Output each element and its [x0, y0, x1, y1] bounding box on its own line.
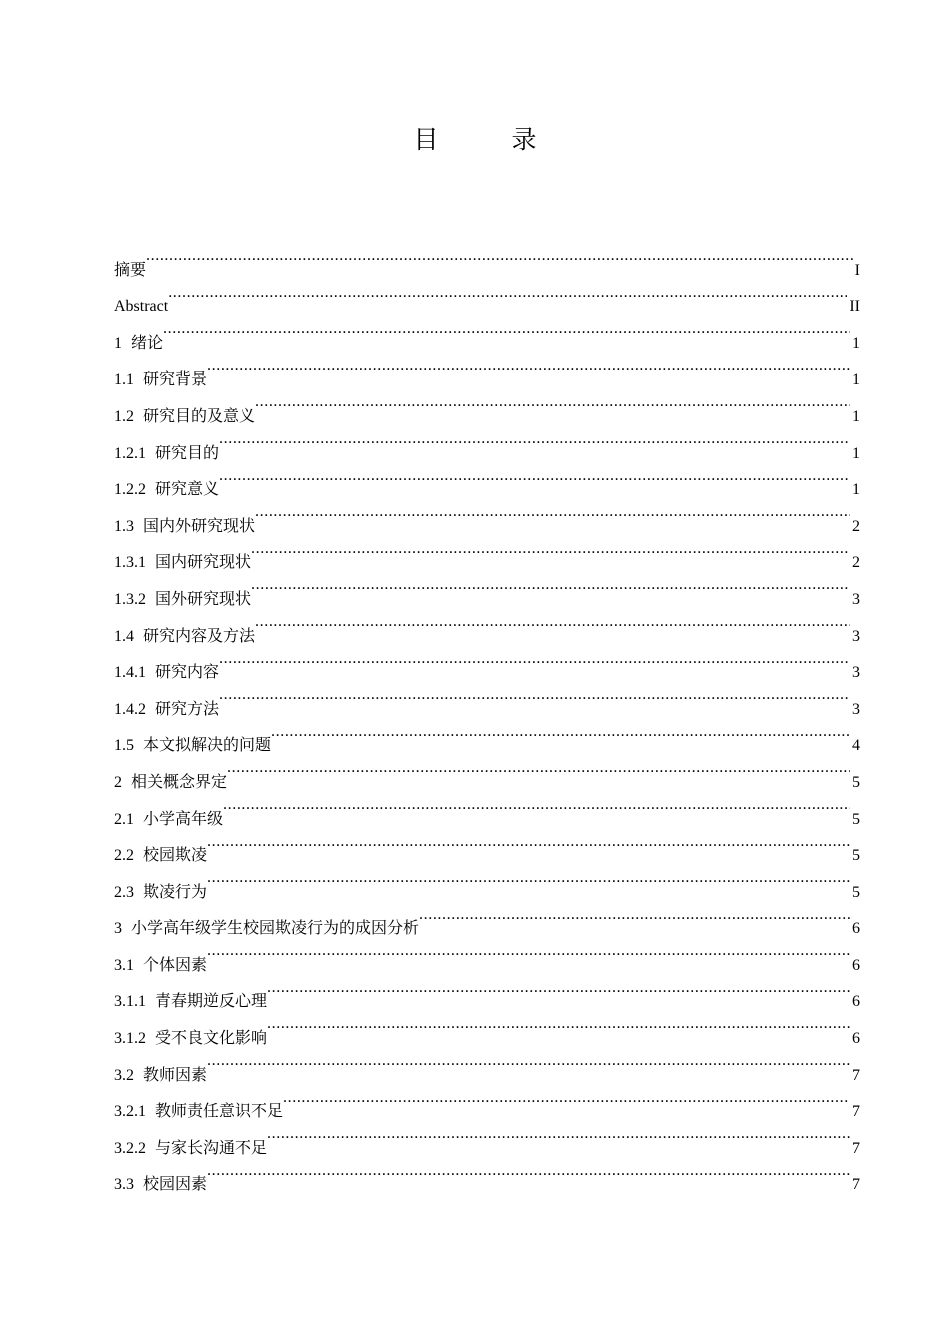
- toc-entry[interactable]: [114, 897, 860, 938]
- toc-entry-text: 研究目的: [155, 444, 220, 462]
- toc-list: [114, 238, 860, 1194]
- toc-entry-text: 研究内容: [155, 664, 220, 682]
- toc-entry-label: [114, 838, 207, 875]
- toc-dot-leader: [255, 384, 850, 421]
- toc-entry-number: 3.2.1: [114, 1103, 146, 1121]
- toc-entry-text: 教师责任意识不足: [155, 1103, 284, 1121]
- toc-entry-number: 3.1.1: [114, 993, 146, 1011]
- toc-entry-number: 1.2.1: [114, 444, 146, 462]
- toc-entry-text: 教师因素: [143, 1066, 208, 1084]
- toc-entry-label: [114, 1058, 207, 1095]
- toc-dot-leader: [207, 860, 850, 897]
- toc-entry-label: [114, 582, 251, 619]
- toc-entry-label: [114, 289, 168, 326]
- toc-dot-leader: [163, 311, 850, 348]
- toc-entry-page-number: I: [854, 261, 860, 279]
- toc-dot-leader: [219, 641, 850, 678]
- toc-entry-page-number: 7: [852, 1103, 860, 1121]
- toc-dot-leader: [146, 238, 853, 275]
- toc-entry[interactable]: [114, 275, 860, 316]
- toc-dot-leader: [419, 897, 850, 934]
- toc-entry-number: 3.1: [114, 956, 134, 974]
- toc-entry-number: 1.1: [114, 371, 134, 389]
- toc-entry-number: 1.3.2: [114, 590, 146, 608]
- toc-dot-leader: [283, 1080, 850, 1117]
- toc-entry-number: 3.1.2: [114, 1030, 146, 1048]
- toc-dot-leader: [207, 1153, 850, 1190]
- toc-entry-page-number: 7: [852, 1066, 860, 1084]
- toc-entry-number: 1.2.2: [114, 481, 146, 499]
- toc-entry-label: [114, 1167, 207, 1204]
- toc-entry[interactable]: [114, 348, 860, 389]
- toc-entry-page-number: 2: [852, 517, 860, 535]
- toc-entry-label: [114, 948, 207, 985]
- toc-entry[interactable]: [114, 787, 860, 828]
- toc-entry-page-number: 3: [852, 590, 860, 608]
- toc-entry-page-number: 5: [852, 810, 860, 828]
- toc-entry-number: 2.1: [114, 810, 134, 828]
- toc-entry-text: 欺凌行为: [143, 883, 208, 901]
- toc-entry-page-number: 4: [852, 737, 860, 755]
- toc-entry-page-number: 5: [852, 847, 860, 865]
- toc-entry-page-number: 2: [852, 554, 860, 572]
- toc-entry[interactable]: [114, 384, 860, 425]
- toc-entry-text: 本文拟解决的问题: [143, 737, 272, 755]
- toc-entry-number: 3: [114, 920, 122, 938]
- toc-entry[interactable]: [114, 824, 860, 865]
- toc-entry-text: 研究内容及方法: [143, 627, 256, 645]
- toc-entry-number: 3.2.2: [114, 1139, 146, 1157]
- toc-dot-leader: [267, 1116, 850, 1153]
- toc-entry-number: 1.4: [114, 627, 134, 645]
- toc-entry-text: 研究方法: [155, 700, 220, 718]
- toc-entry-text: 绪论: [131, 334, 164, 352]
- toc-entry-number: 2: [114, 773, 122, 791]
- toc-entry-text: 国外研究现状: [155, 590, 252, 608]
- toc-entry-number: 1.4.2: [114, 700, 146, 718]
- toc-dot-leader: [219, 421, 850, 458]
- toc-dot-leader: [207, 348, 850, 385]
- toc-entry-label: [114, 326, 163, 363]
- toc-entry[interactable]: [114, 1153, 860, 1194]
- toc-dot-leader: [255, 604, 850, 641]
- toc-entry-label: [114, 765, 227, 802]
- toc-entry-page-number: 6: [852, 993, 860, 1011]
- toc-entry-text: 个体因素: [143, 956, 208, 974]
- toc-entry-page-number: 1: [852, 334, 860, 352]
- toc-dot-leader: [251, 531, 850, 568]
- toc-entry[interactable]: [114, 714, 860, 755]
- toc-entry[interactable]: [114, 421, 860, 462]
- toc-entry-number: 1.4.1: [114, 664, 146, 682]
- toc-entry-number: 1: [114, 334, 122, 352]
- toc-dot-leader: [267, 970, 850, 1007]
- toc-entry-number: 3.3: [114, 1176, 134, 1194]
- toc-entry-page-number: 1: [852, 371, 860, 389]
- toc-entry-text: 摘要: [114, 261, 147, 279]
- toc-title: 目 录: [413, 125, 561, 154]
- toc-dot-leader: [223, 787, 850, 824]
- toc-dot-leader: [207, 1043, 850, 1080]
- toc-entry-number: 1.3: [114, 517, 134, 535]
- toc-dot-leader: [255, 494, 850, 531]
- toc-entry-page-number: 1: [852, 481, 860, 499]
- toc-entry-number: 2.2: [114, 847, 134, 865]
- toc-entry-label: [114, 362, 207, 399]
- toc-entry-number: 1.3.1: [114, 554, 146, 572]
- toc-dot-leader: [207, 933, 850, 970]
- toc-entry-page-number: 1: [852, 407, 860, 425]
- toc-entry-text: 与家长沟通不足: [155, 1139, 268, 1157]
- toc-entry[interactable]: [114, 860, 860, 901]
- toc-entry[interactable]: [114, 458, 860, 499]
- toc-entry-label: [114, 509, 255, 546]
- toc-entry-page-number: 7: [852, 1176, 860, 1194]
- toc-entry-page-number: 5: [852, 883, 860, 901]
- toc-entry-label: [114, 1094, 283, 1131]
- toc-entry-label: [114, 692, 219, 729]
- toc-dot-leader: [207, 824, 850, 861]
- toc-dot-leader: [227, 750, 850, 787]
- toc-entry[interactable]: [114, 1043, 860, 1084]
- toc-entry-text: 研究背景: [143, 371, 208, 389]
- toc-entry-label: [114, 875, 207, 912]
- toc-entry-text: 校园欺凌: [143, 847, 208, 865]
- toc-entry-label: [114, 545, 251, 582]
- toc-entry-label: [114, 253, 146, 290]
- toc-entry-text: 校园因素: [143, 1176, 208, 1194]
- toc-entry-number: 1.2: [114, 407, 134, 425]
- toc-entry-text: 小学高年级: [143, 810, 224, 828]
- toc-dot-leader: [219, 458, 850, 495]
- toc-entry-label: [114, 984, 267, 1021]
- toc-entry-number: 2.3: [114, 883, 134, 901]
- toc-entry-page-number: II: [849, 298, 860, 316]
- toc-entry-page-number: 3: [852, 627, 860, 645]
- toc-entry[interactable]: [114, 1080, 860, 1121]
- toc-entry-number: 3.2: [114, 1066, 134, 1084]
- toc-entry[interactable]: [114, 677, 860, 718]
- toc-entry-label: [114, 655, 219, 692]
- toc-entry[interactable]: [114, 238, 860, 279]
- toc-entry-text: 研究意义: [155, 481, 220, 499]
- toc-entry-label: [114, 436, 219, 473]
- toc-dot-leader: [251, 567, 850, 604]
- toc-entry[interactable]: [114, 970, 860, 1011]
- toc-entry[interactable]: [114, 494, 860, 535]
- toc-entry-text: 研究目的及意义: [143, 407, 256, 425]
- toc-dot-leader: [168, 275, 847, 312]
- toc-entry-text: 青春期逆反心理: [155, 993, 268, 1011]
- toc-entry-page-number: 6: [852, 956, 860, 974]
- toc-entry-text: 相关概念界定: [131, 773, 228, 791]
- toc-entry-text: 国内研究现状: [155, 554, 252, 572]
- toc-entry-page-number: 7: [852, 1139, 860, 1157]
- toc-dot-leader: [219, 677, 850, 714]
- toc-entry-text: 受不良文化影响: [155, 1030, 268, 1048]
- toc-entry-page-number: 5: [852, 773, 860, 791]
- toc-entry-page-number: 6: [852, 1030, 860, 1048]
- toc-entry-label: [114, 472, 219, 509]
- toc-entry-page-number: 1: [852, 444, 860, 462]
- toc-entry[interactable]: [114, 311, 860, 352]
- toc-entry-page-number: 6: [852, 920, 860, 938]
- toc-entry-page-number: 3: [852, 664, 860, 682]
- toc-entry-number: 1.5: [114, 737, 134, 755]
- toc-dot-leader: [271, 714, 850, 751]
- toc-entry[interactable]: [114, 933, 860, 974]
- toc-entry-page-number: 3: [852, 700, 860, 718]
- toc-entry-text: 小学高年级学生校园欺凌行为的成因分析: [131, 920, 420, 938]
- toc-entry-text: Abstract: [114, 298, 169, 316]
- toc-dot-leader: [267, 1006, 850, 1043]
- toc-entry-text: 国内外研究现状: [143, 517, 256, 535]
- toc-entry[interactable]: [114, 641, 860, 682]
